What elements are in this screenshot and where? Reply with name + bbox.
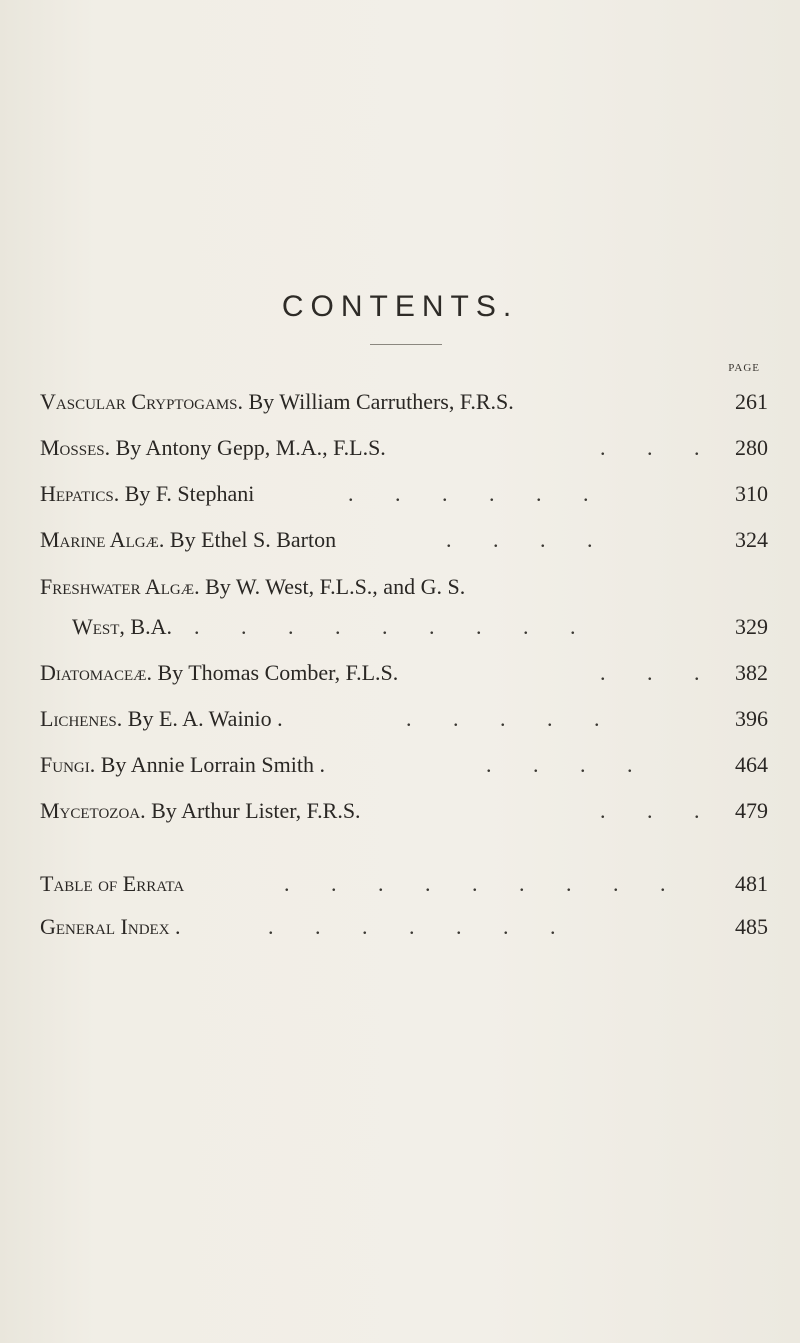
entry-section: West, B.A. [72, 614, 172, 639]
toc-entry-mycetozoa[interactable] [40, 796, 768, 826]
entry-page-number: 485 [735, 914, 768, 939]
entry-author: By F. Stephani [124, 481, 255, 506]
toc-entry-fungi[interactable] [40, 750, 768, 780]
toc-entry-vascular-cryptogams[interactable] [40, 387, 768, 417]
entry-page-number: 396 [735, 706, 768, 731]
page-column-label: PAGE [728, 362, 760, 374]
entry-author: By William Carruthers, F.R.S. [248, 389, 514, 414]
toc-entry-lichenes[interactable] [40, 704, 768, 734]
page-title: CONTENTS. [281, 290, 519, 323]
toc-entry-diatomaceae[interactable] [40, 658, 768, 688]
entry-page-number: 329 [735, 614, 768, 639]
entry-leader-dots: . . . [600, 435, 718, 460]
entry-section: Mosses. [40, 435, 111, 460]
entry-leader-dots: . . . . . [406, 706, 618, 731]
entry-page-number: 464 [735, 752, 768, 777]
entry-author: By W. West, F.L.S., and G. S. [205, 574, 466, 599]
entry-author: By E. A. Wainio . [127, 706, 283, 731]
entry-author: By Annie Lorrain Smith . [100, 752, 325, 777]
entry-section: Fungi. [40, 752, 96, 777]
entry-author: By Antony Gepp, M.A., F.L.S. [115, 435, 386, 460]
toc-entry-mosses[interactable] [40, 433, 768, 463]
toc-entry-marine-algae[interactable] [40, 525, 768, 555]
entry-author: By Thomas Comber, F.L.S. [157, 660, 399, 685]
entry-leader-dots: . . . . . . . . . [284, 871, 684, 896]
entry-section: Hepatics. [40, 481, 120, 506]
entry-author: By Ethel S. Barton [169, 527, 337, 552]
entry-leader-dots: . . . . . . [348, 481, 607, 506]
entry-leader-dots: . . . [600, 660, 718, 685]
entry-section: Table of Errata [40, 871, 185, 896]
entry-section: Marine Algæ. [40, 527, 165, 552]
entry-leader-dots: . . . . [446, 527, 611, 552]
entry-leader-dots: . . . . [486, 752, 651, 777]
entry-page-number: 324 [735, 527, 768, 552]
toc-entry-freshwater-algae-continued[interactable] [72, 612, 768, 642]
title-rule [370, 344, 442, 345]
toc-entry-hepatics[interactable] [40, 479, 768, 509]
entry-section: Diatomaceæ. [40, 660, 152, 685]
entry-leader-dots: . . . . . . . [268, 914, 574, 939]
entry-leader-dots: . . . . . . . . . [194, 614, 594, 639]
entry-page-number: 382 [735, 660, 768, 685]
toc-entry-table-of-errata[interactable] [40, 869, 768, 899]
entry-author: By Arthur Lister, F.R.S. [151, 798, 361, 823]
entry-section: Freshwater Algæ. [40, 574, 200, 599]
entry-section: Vascular Cryptogams. [40, 389, 243, 414]
toc-entry-general-index[interactable] [40, 912, 768, 942]
toc-entry-freshwater-algae[interactable] [40, 572, 768, 602]
entry-page-number: 280 [735, 435, 768, 460]
entry-section: Mycetozoa. [40, 798, 146, 823]
entry-page-number: 481 [735, 871, 768, 896]
entry-page-number: 261 [735, 389, 768, 414]
entry-page-number: 479 [735, 798, 768, 823]
entry-page-number: 310 [735, 481, 768, 506]
entry-leader-dots: . . . [600, 798, 718, 823]
entry-section: Lichenes. [40, 706, 123, 731]
entry-section: General Index . [40, 914, 181, 939]
